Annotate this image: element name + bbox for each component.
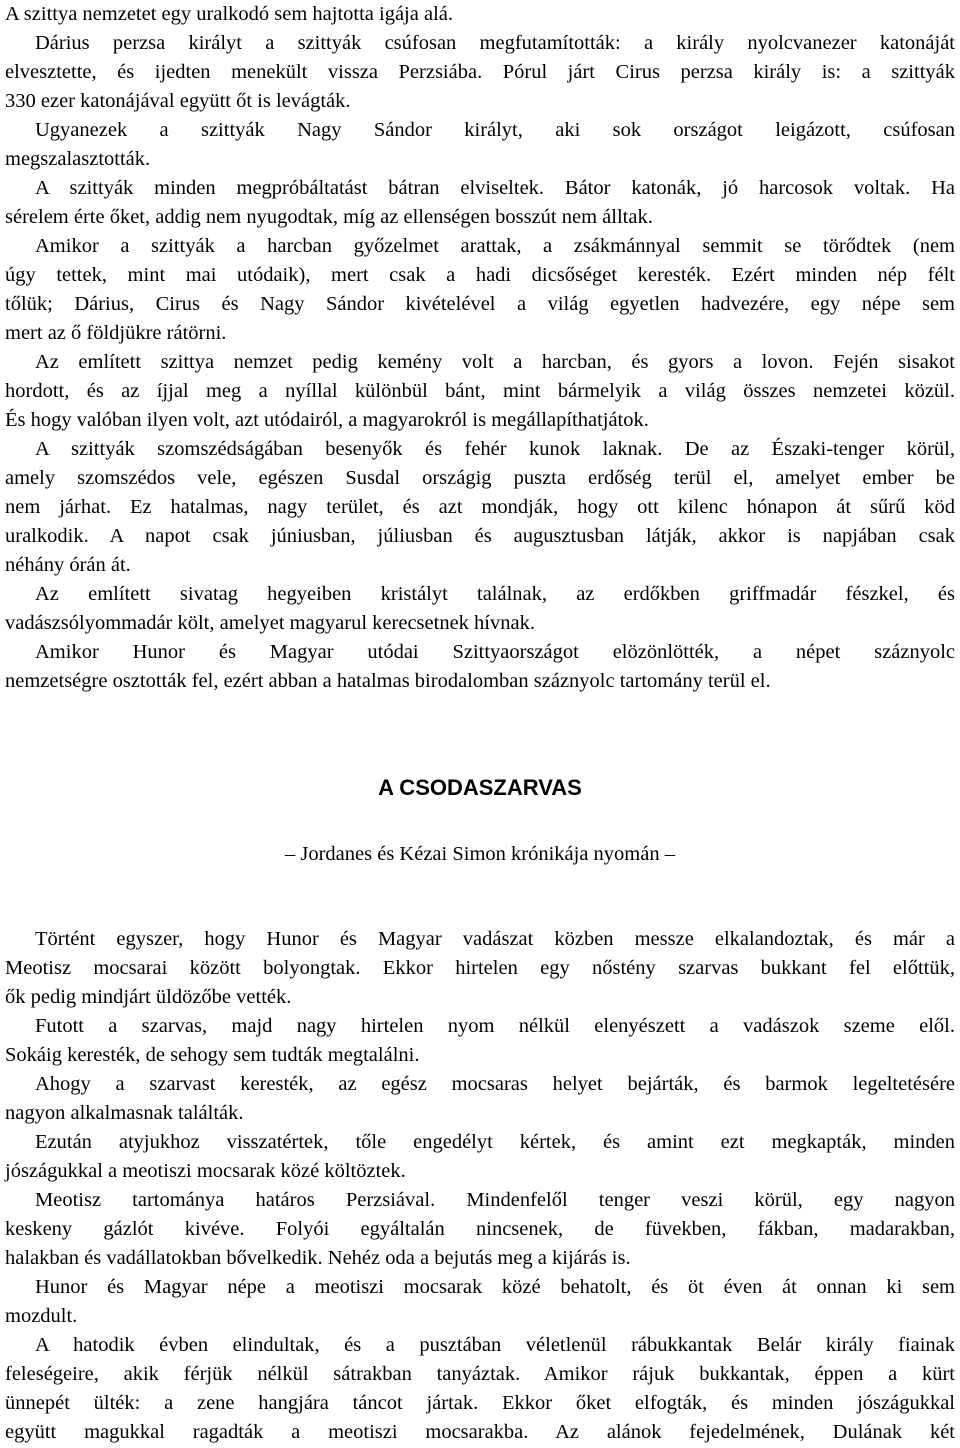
text-line: nagyon alkalmasnak találták. (5, 1102, 244, 1124)
text-line: Hunor és Magyar népe a meotiszi mocsarak közé behatolt, és öt éven át onnan ki sem (35, 1276, 955, 1298)
text-line: mozdult. (5, 1305, 78, 1327)
text-line: Futott a szarvas, majd nagy hirtelen nyom nélkül elenyészett a vadászok szeme elől. (35, 1015, 955, 1037)
text-line: néhány órán át. (5, 554, 131, 576)
text-line: Ugyanezek a szittyák Nagy Sándor királyt, aki sok országot leigázott, csúfosan (35, 119, 955, 141)
text-line: Meotisz tartománya határos Perzsiával. Mindenfelől tenger veszi körül, egy nagyon (35, 1189, 955, 1211)
text-line: És hogy valóban ilyen volt, azt utódairól, a magyarokról is megállapíthatjátok. (5, 409, 649, 431)
text-section-szittyak (5, 0, 955, 696)
text-line: nem járhat. Ez hatalmas, nagy terület, és azt mondják, hogy ott kilenc hónapon át sűrű köd (5, 496, 955, 518)
text-line: elvesztette, és ijedten menekült vissza Perzsiába. Pórul járt Cirus perzsa király is: a szittyák (5, 61, 955, 83)
text-line: Az említett szittya nemzet pedig kemény volt a harcban, és gyors a lovon. Fején sisakot (35, 351, 955, 373)
text-line: feleségeire, akik férjük nélkül sátrakban tanyáztak. Amikor rájuk bukkantak, éppen a kürt (5, 1363, 955, 1385)
text-line: ők pedig mindjárt üldözőbe vették. (5, 986, 292, 1008)
text-line: Sokáig keresték, de sehogy sem tudták megtalálni. (5, 1044, 420, 1066)
text-line: úgy tettek, mint mai utódaik), mert csak a hadi dicsőséget keresték. Ezért minden nép félt (5, 264, 955, 286)
text-line: Dárius perzsa királyt a szittyák csúfosan megfutamították: a király nyolcvanezer katonáját (35, 32, 955, 54)
text-line: Amikor a szittyák a harcban győzelmet arattak, a zsákmánnyal semmit se törődtek (nem (35, 235, 955, 257)
text-line: ünnepét ülték: a zene hangjára táncot jártak. Ekkor őket elfogták, és minden jószágukkal (5, 1392, 955, 1414)
chapter-title: A CSODASZARVAS (378, 775, 582, 800)
text-line: tőlük; Dárius, Cirus és Nagy Sándor kivételével a világ egyetlen hadvezére, egy népe sem (5, 293, 955, 315)
text-line: megszalasztották. (5, 148, 151, 170)
chapter-subtitle: – Jordanes és Kézai Simon krónikája nyomán – (285, 843, 675, 865)
text-line: mert az ő földjükre rátörni. (5, 322, 227, 344)
text-line: együtt magukkal ragadták a meotiszi mocsarakba. Az alánok fejedelmének, Dulának két (5, 1421, 955, 1443)
text-line: hordott, és az íjjal meg a nyíllal különbül bánt, mint bármelyik a világ összes nemzetei közül. (5, 380, 955, 402)
text-line: nemzetségre osztották fel, ezért abban a hatalmas birodalomban száznyolc tartomány terül el. (5, 670, 771, 692)
text-line: Történt egyszer, hogy Hunor és Magyar vadászat közben messze elkalandoztak, és már a (35, 928, 955, 950)
text-line: uralkodik. A napot csak júniusban, júliusban és augusztusban látják, akkor is napjában csak (5, 525, 955, 547)
text-line: halakban és vadállatokban bővelkedik. Nehéz oda a bejutás meg a kijárás is. (5, 1247, 631, 1269)
text-line: Meotisz mocsarai között bolyongtak. Ekkor hirtelen egy nőstény szarvas bukkant fel előttük, (5, 957, 955, 979)
text-line: 330 ezer katonájával együtt őt is levágták. (5, 90, 351, 112)
text-line: Ahogy a szarvast keresték, az egész mocsaras helyet bejárták, és barmok legeltetésére (35, 1073, 955, 1095)
text-line: A szittyák minden megpróbáltatást bátran elviseltek. Bátor katonák, jó harcosok voltak. Ha (35, 177, 955, 199)
text-line: Amikor Hunor és Magyar utódai Szittyaországot elözönlötték, a népet száznyolc (35, 641, 955, 663)
text-line: A hatodik évben elindultak, és a pusztában véletlenül rábukkantak Belár király fiainak (35, 1334, 955, 1356)
text-line: Az említett sivatag hegyeiben kristályt találnak, az erdőkben griffmadár fészkel, és (35, 583, 955, 605)
text-line: vadászsólyommadár költ, amelyet magyarul kerecsetnek hívnak. (5, 612, 535, 634)
text-line: Ezután atyjukhoz visszatértek, tőle engedélyt kértek, és amint ezt megkapták, minden (35, 1131, 955, 1153)
text-line: amely szomszédos vele, egészen Susdal országig puszta erdőség terül el, amelyet ember be (5, 467, 955, 489)
text-section-csodaszarvas (5, 925, 955, 1447)
text-line: sérelem érte őket, addig nem nyugodtak, míg az ellenségen bosszút nem álltak. (5, 206, 653, 228)
text-line: keskeny gázlót kivéve. Folyói egyáltalán nincsenek, de füvekben, fákban, madarakban, (5, 1218, 955, 1240)
text-line: A szittya nemzetet egy uralkodó sem hajtotta igája alá. (5, 3, 453, 25)
text-line: A szittyák szomszédságában besenyők és fehér kunok laknak. De az Északi-tenger körül, (35, 438, 955, 460)
text-line: jószágukkal a meotiszi mocsarak közé költöztek. (5, 1160, 406, 1182)
